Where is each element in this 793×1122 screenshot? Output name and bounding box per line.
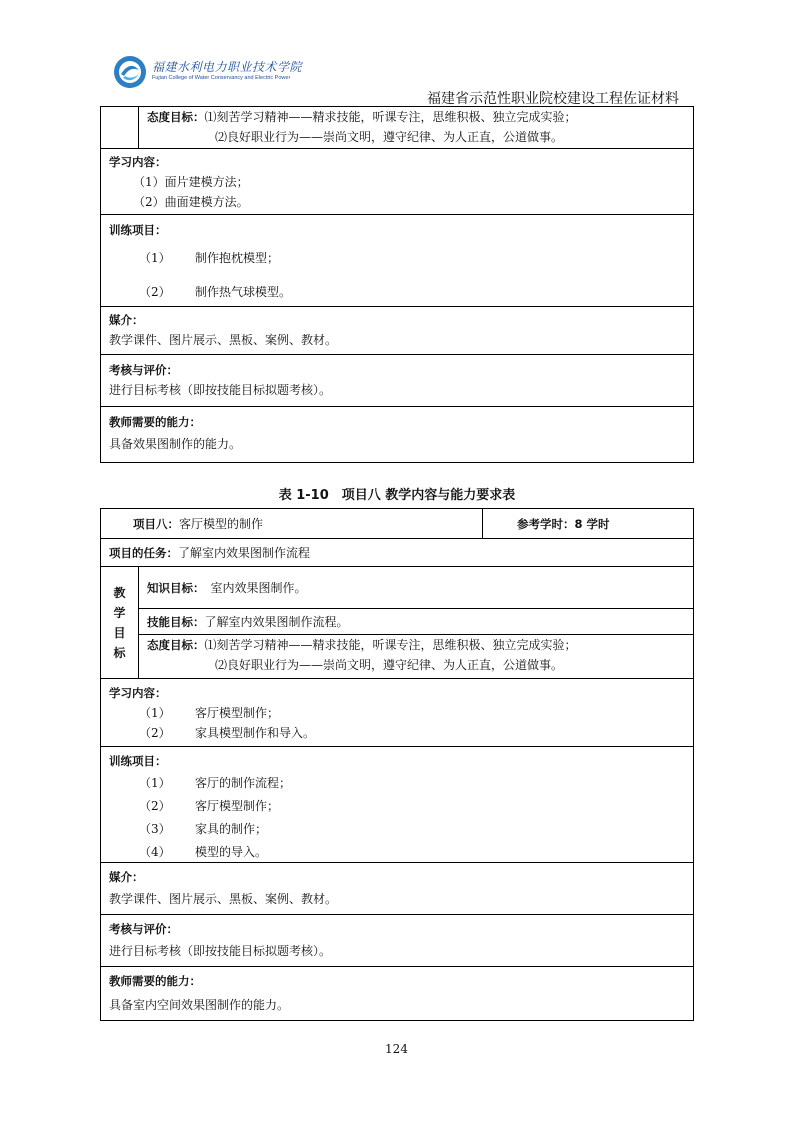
hours-value: 8 学时	[574, 516, 610, 531]
goal-side-cell	[101, 107, 139, 149]
media-row	[101, 307, 694, 355]
page-number: 124	[385, 1042, 408, 1056]
teacher-ability-row	[101, 407, 694, 463]
logo-subtitle: Fujian College of Water Conservancy and Electric Power	[152, 75, 291, 81]
teaching-goals-cell: 教 学 目 标	[101, 567, 139, 679]
task-text: 了解室内效果图制作流程	[178, 545, 311, 560]
training-label: 训练项目：	[109, 754, 167, 768]
teacher-ability-text: 具备效果图制作的能力。	[109, 437, 242, 451]
assessment-row	[101, 355, 694, 407]
learning-content-label: 学习内容：	[109, 155, 167, 169]
attitude-goal-line-2: ⑵良好职业行为——崇尚文明，遵守纪律、为人正直，公道做事。	[215, 658, 564, 672]
learning-content-row	[101, 679, 694, 747]
attitude-goal-row	[101, 635, 694, 679]
training-row	[101, 215, 694, 307]
assessment-text: 进行目标考核（即按技能目标拟题考核）。	[109, 383, 332, 397]
project-task-cell	[101, 539, 694, 567]
teacher-ability-cell	[101, 967, 694, 1021]
media-label: 媒介：	[109, 313, 144, 327]
knowledge-goal-row	[101, 567, 694, 609]
media-text: 教学课件、图片展示、黑板、案例、教材。	[109, 892, 338, 906]
training-label: 训练项目：	[109, 223, 167, 237]
attitude-goal-cell	[139, 107, 694, 149]
media-text: 教学课件、图片展示、黑板、案例、教材。	[109, 333, 338, 347]
knowledge-goal-cell	[139, 567, 694, 609]
training-item: （2） 客厅模型制作；	[139, 799, 280, 813]
assessment-label: 考核与评价：	[109, 922, 178, 936]
teacher-ability-cell	[101, 407, 694, 463]
page-header-title: 福建省示范性职业院校建设工程佐证材料	[427, 91, 679, 107]
assessment-label: 考核与评价：	[109, 363, 178, 377]
learning-content-row	[101, 149, 694, 215]
attitude-goal-row	[101, 107, 694, 149]
skill-goal-cell	[139, 609, 694, 635]
reference-hours-cell	[483, 509, 694, 539]
assessment-cell	[101, 355, 694, 407]
media-row	[101, 863, 694, 915]
teacher-ability-row	[101, 967, 694, 1021]
project-eight-table	[100, 508, 694, 1021]
project-label: 项目八：	[133, 516, 179, 531]
knowledge-goal-text: 室内效果图制作。	[210, 580, 307, 595]
project-seven-table	[100, 106, 694, 463]
attitude-goal-line-1: ⑴刻苦学习精神——精求技能，听课专注，思维积极、独立完成实验；	[204, 638, 577, 652]
knowledge-goal-label: 知识目标：	[147, 580, 205, 595]
teacher-ability-label: 教师需要的能力：	[109, 974, 201, 988]
project-header-row	[101, 509, 694, 539]
learning-content-cell	[101, 679, 694, 747]
teacher-ability-label: 教师需要的能力：	[109, 415, 201, 429]
learning-content-cell	[101, 149, 694, 215]
media-cell	[101, 863, 694, 915]
media-cell	[101, 307, 694, 355]
assessment-row	[101, 915, 694, 967]
project-name: 客厅模型的制作	[179, 516, 264, 531]
skill-goal-row	[101, 609, 694, 635]
attitude-goal-label: 态度目标：	[147, 110, 205, 124]
table-caption: 表 1-10 项目八 教学内容与能力要求表	[278, 488, 516, 503]
training-cell	[101, 747, 694, 863]
media-label: 媒介：	[109, 870, 144, 884]
task-label: 项目的任务：	[109, 545, 178, 560]
attitude-goal-line-1: ⑴刻苦学习精神——精求技能，听课专注，思维积极、独立完成实验；	[204, 110, 577, 124]
hours-label: 参考学时：	[517, 516, 575, 531]
learning-content-label: 学习内容：	[109, 686, 167, 700]
college-logo	[112, 50, 302, 96]
training-item: （3） 家具的制作；	[139, 822, 268, 836]
skill-goal-text: 了解室内效果图制作流程。	[204, 614, 349, 629]
assessment-cell	[101, 915, 694, 967]
training-cell	[101, 215, 694, 307]
training-item: （1） 客厅的制作流程；	[139, 776, 292, 790]
training-row	[101, 747, 694, 863]
attitude-goal-cell	[139, 635, 694, 679]
teacher-ability-text: 具备室内空间效果图制作的能力。	[109, 998, 290, 1012]
assessment-text: 进行目标考核（即按技能目标拟题考核）。	[109, 944, 332, 958]
project-task-row	[101, 539, 694, 567]
attitude-goal-label: 态度目标：	[147, 638, 205, 652]
logo-text: 福建水利电力职业技术学院	[152, 60, 303, 74]
learning-content-item: （1）面片建模方法；	[133, 175, 249, 189]
training-item: （1） 制作抱枕模型；	[139, 251, 280, 265]
college-emblem-icon	[112, 54, 148, 90]
attitude-goal-line-2: ⑵良好职业行为——崇尚文明，遵守纪律、为人正直，公道做事。	[215, 130, 564, 144]
project-name-cell	[101, 509, 483, 539]
learning-content-item: （2） 家具模型制作和导入。	[139, 726, 316, 740]
training-item: （4） 模型的导入。	[139, 845, 268, 859]
learning-content-item: （1） 客厅模型制作；	[139, 706, 280, 720]
learning-content-item: （2）曲面建模方法。	[133, 195, 249, 209]
skill-goal-label: 技能目标：	[147, 614, 205, 629]
training-item: （2） 制作热气球模型。	[139, 285, 292, 299]
